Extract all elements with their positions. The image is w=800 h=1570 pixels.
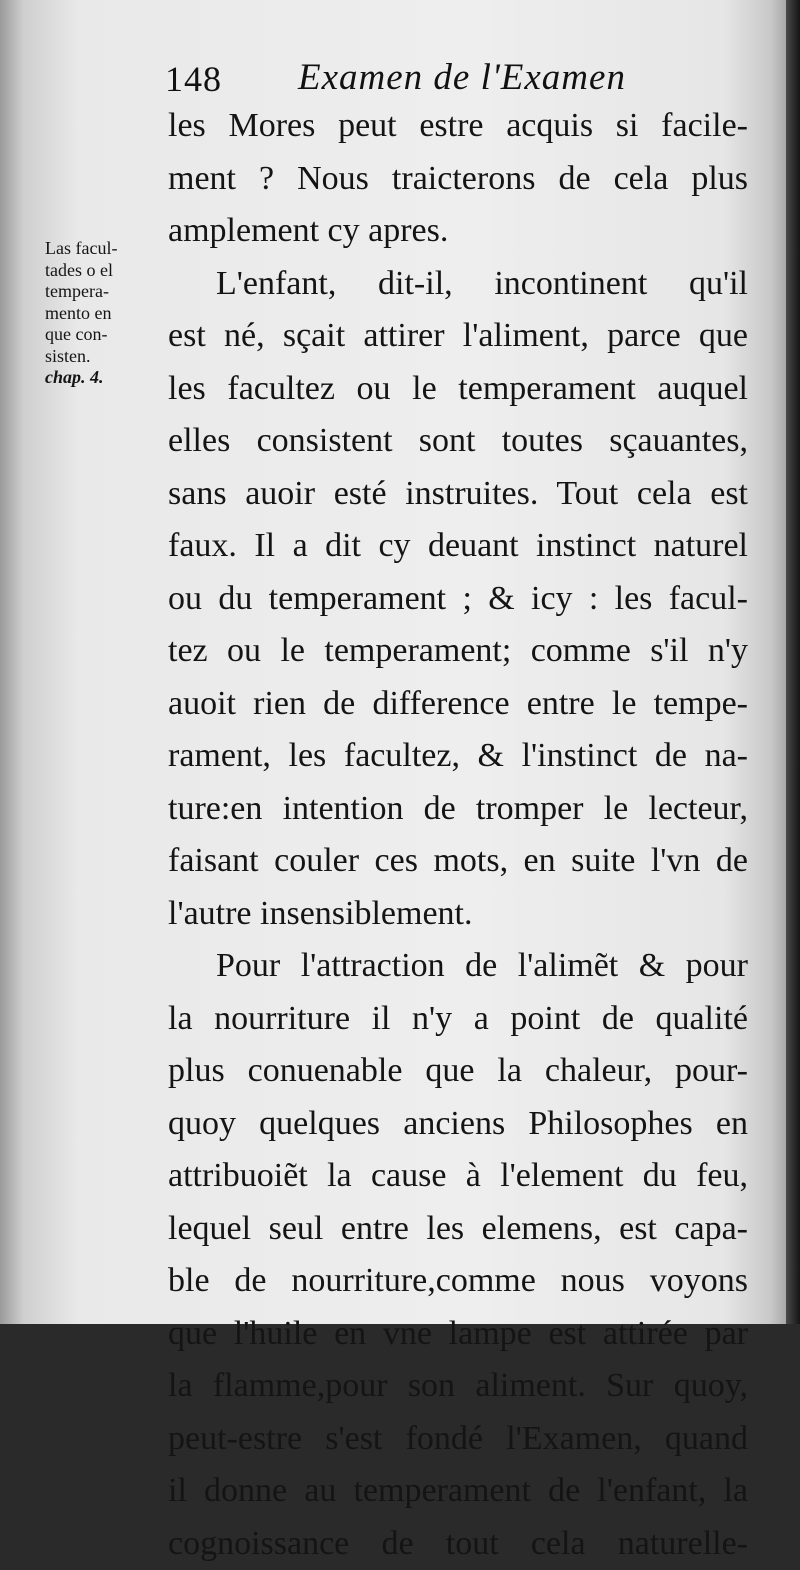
text-line: sans auoir esté instruites. Tout cela est [168, 468, 748, 521]
paragraph-start-line: L'enfant, dit-il, incontinent qu'il [168, 258, 748, 311]
text-line: tez ou le temperament; comme s'il n'y [168, 625, 748, 678]
text-line: auoit rien de difference entre le tempe- [168, 678, 748, 731]
margin-note-line: Las facul- [45, 238, 157, 260]
text-line: peut-estre s'est fondé l'Examen, quand [168, 1413, 748, 1466]
text-line: faux. Il a dit cy deuant instinct naturel [168, 520, 748, 573]
text-line: les facultez ou le temperament auquel [168, 363, 748, 416]
text-line: ture:en intention de tromper le lecteur, [168, 783, 748, 836]
text-line: lequel seul entre les elemens, est capa- [168, 1203, 748, 1256]
text-line: est né, sçait attirer l'aliment, parce que [168, 310, 748, 363]
text-line: rament, les facultez, & l'instinct de na- [168, 730, 748, 783]
paragraph-start-line: Pour l'attraction de l'alimẽt & pour [168, 940, 748, 993]
margin-note-chapter-ref: chap. 4. [45, 367, 157, 389]
running-head: Examen de l'Examen [298, 56, 626, 99]
page-header [0, 50, 786, 100]
page-number: 148 [165, 58, 222, 100]
text-line: quoy quelques anciens Philosophes en [168, 1098, 748, 1151]
margin-note-line: tades o el [45, 260, 157, 282]
margin-note-line: mento en [45, 303, 157, 325]
margin-note-line: que con- [45, 324, 157, 346]
page-edge-shadow [786, 0, 800, 1324]
text-line: attribuoiẽt la cause à l'element du feu, [168, 1150, 748, 1203]
margin-note-line: sisten. [45, 346, 157, 368]
text-line: la nourriture il n'y a point de qualité [168, 993, 748, 1046]
text-line: l'autre insensiblement. [168, 888, 748, 941]
body-text [168, 100, 748, 1570]
text-line: amplement cy apres. [168, 205, 748, 258]
text-line: il donne au temperament de l'enfant, la [168, 1465, 748, 1518]
text-line: elles consistent sont toutes sçauantes, [168, 415, 748, 468]
text-line: ment ? Nous traicterons de cela plus [168, 153, 748, 206]
text-line: les Mores peut estre acquis si facile- [168, 100, 748, 153]
text-line: ble de nourriture,comme nous voyons [168, 1255, 748, 1308]
text-line: plus conuenable que la chaleur, pour- [168, 1045, 748, 1098]
text-line: que l'huile en vne lampe est attirée par [168, 1308, 748, 1361]
text-line: faisant couler ces mots, en suite l'vn de [168, 835, 748, 888]
margin-note [45, 238, 157, 389]
text-line: la flamme,pour son aliment. Sur quoy, [168, 1360, 748, 1413]
text-line: ou du temperament ; & icy : les facul- [168, 573, 748, 626]
text-line: cognoissance de tout cela naturelle- [168, 1518, 748, 1570]
margin-note-line: tempera- [45, 281, 157, 303]
